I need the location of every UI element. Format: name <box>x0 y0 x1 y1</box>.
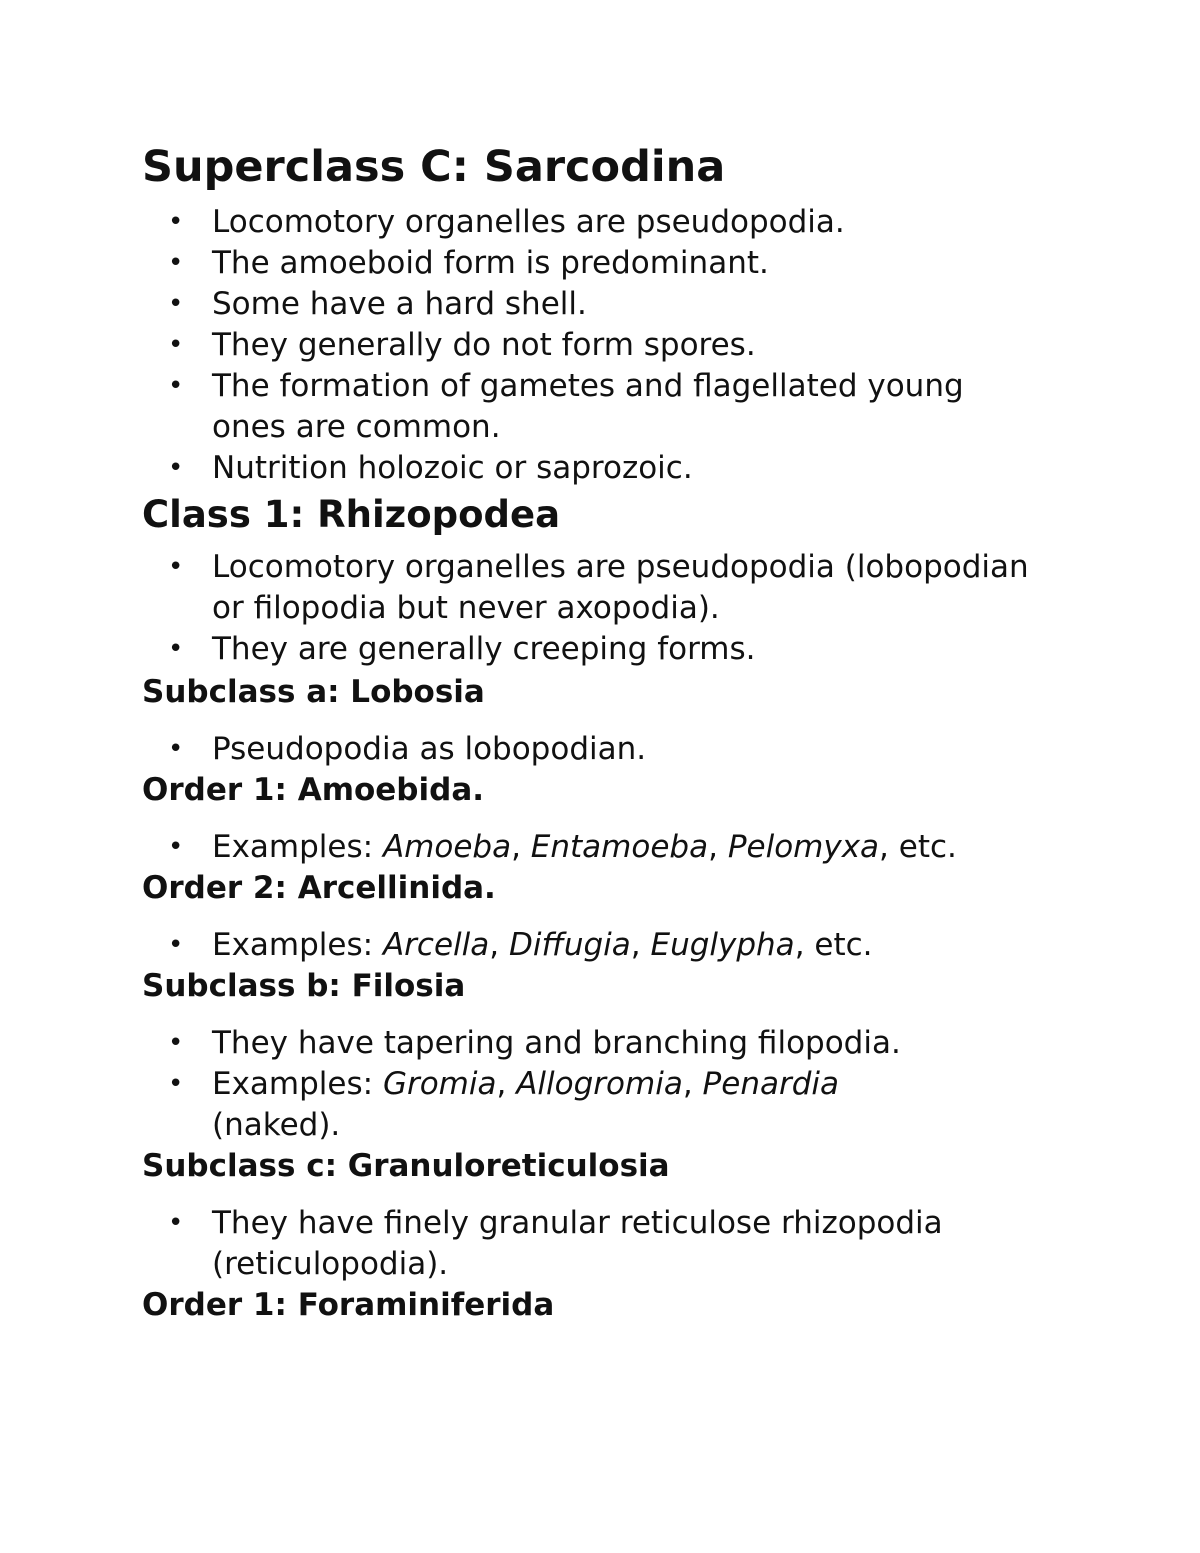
bullet-icon: • <box>168 248 184 278</box>
arcellinida-bullet-list <box>142 925 1102 966</box>
subclass-b-bullet-list <box>142 1023 1102 1146</box>
bullet-icon: • <box>168 1069 184 1099</box>
subclass-a-bullet-list <box>142 729 1102 770</box>
list-item: • The formation of gametes and flagellated young ones are common. <box>168 368 964 445</box>
bullet-icon: • <box>168 734 184 764</box>
list-item: • Locomotory organelles are pseudopodia. <box>142 202 1052 243</box>
heading-superclass: Superclass C: Sarcodina <box>142 142 726 192</box>
amoebida-bullet-list <box>142 827 1102 868</box>
list-item: • Examples: Amoeba, Entamoeba, Pelomyxa, etc. <box>142 827 972 868</box>
bullet-icon: • <box>168 330 184 360</box>
bullet-icon: • <box>168 289 184 319</box>
list-item: • Examples: Gromia, Allogromia, Penardia (naked). <box>168 1066 839 1143</box>
document-page <box>142 136 1102 1342</box>
list-item: • The amoeboid form is predominant. <box>142 243 1052 284</box>
bullet-icon: • <box>168 1208 184 1238</box>
list-item: • They are generally creeping forms. <box>142 629 1052 670</box>
subclass-c-bullet-list <box>142 1203 1102 1285</box>
bullet-icon: • <box>168 552 184 582</box>
bullet-icon: • <box>168 207 184 237</box>
heading-subclass-b: Subclass b: Filosia <box>142 968 466 1004</box>
list-item: • Pseudopodia as lobopodian. <box>142 729 1052 770</box>
superclass-bullet-list <box>142 202 1102 489</box>
list-item: • Locomotory organelles are pseudopodia (lobopodian or filopodia but never axopodia). <box>168 549 1029 626</box>
bullet-icon: • <box>168 453 184 483</box>
bullet-icon: • <box>168 930 184 960</box>
list-item: • Examples: Arcella, Diffugia, Euglypha, etc. <box>142 925 1052 966</box>
list-item: • They have finely granular reticulose rhizopodia (reticulopodia). <box>168 1205 943 1282</box>
heading-class-1: Class 1: Rhizopodea <box>142 493 561 536</box>
list-item: • They have tapering and branching filopodia. <box>142 1023 1052 1064</box>
bullet-icon: • <box>168 832 184 862</box>
bullet-icon: • <box>168 634 184 664</box>
list-item: • Some have a hard shell. <box>142 284 1052 325</box>
list-item: • They generally do not form spores. <box>142 325 1052 366</box>
heading-subclass-c: Subclass c: Granuloreticulosia <box>142 1148 670 1184</box>
heading-order-2-arcellinida: Order 2: Arcellinida. <box>142 870 496 906</box>
bullet-icon: • <box>168 371 184 401</box>
class1-bullet-list <box>142 547 1102 670</box>
list-item: • Nutrition holozoic or saprozoic. <box>142 448 1052 489</box>
heading-order-1-amoebida: Order 1: Amoebida. <box>142 772 485 808</box>
bullet-icon: • <box>168 1028 184 1058</box>
heading-order-1-foraminiferida: Order 1: Foraminiferida <box>142 1287 555 1323</box>
heading-subclass-a: Subclass a: Lobosia <box>142 674 485 710</box>
